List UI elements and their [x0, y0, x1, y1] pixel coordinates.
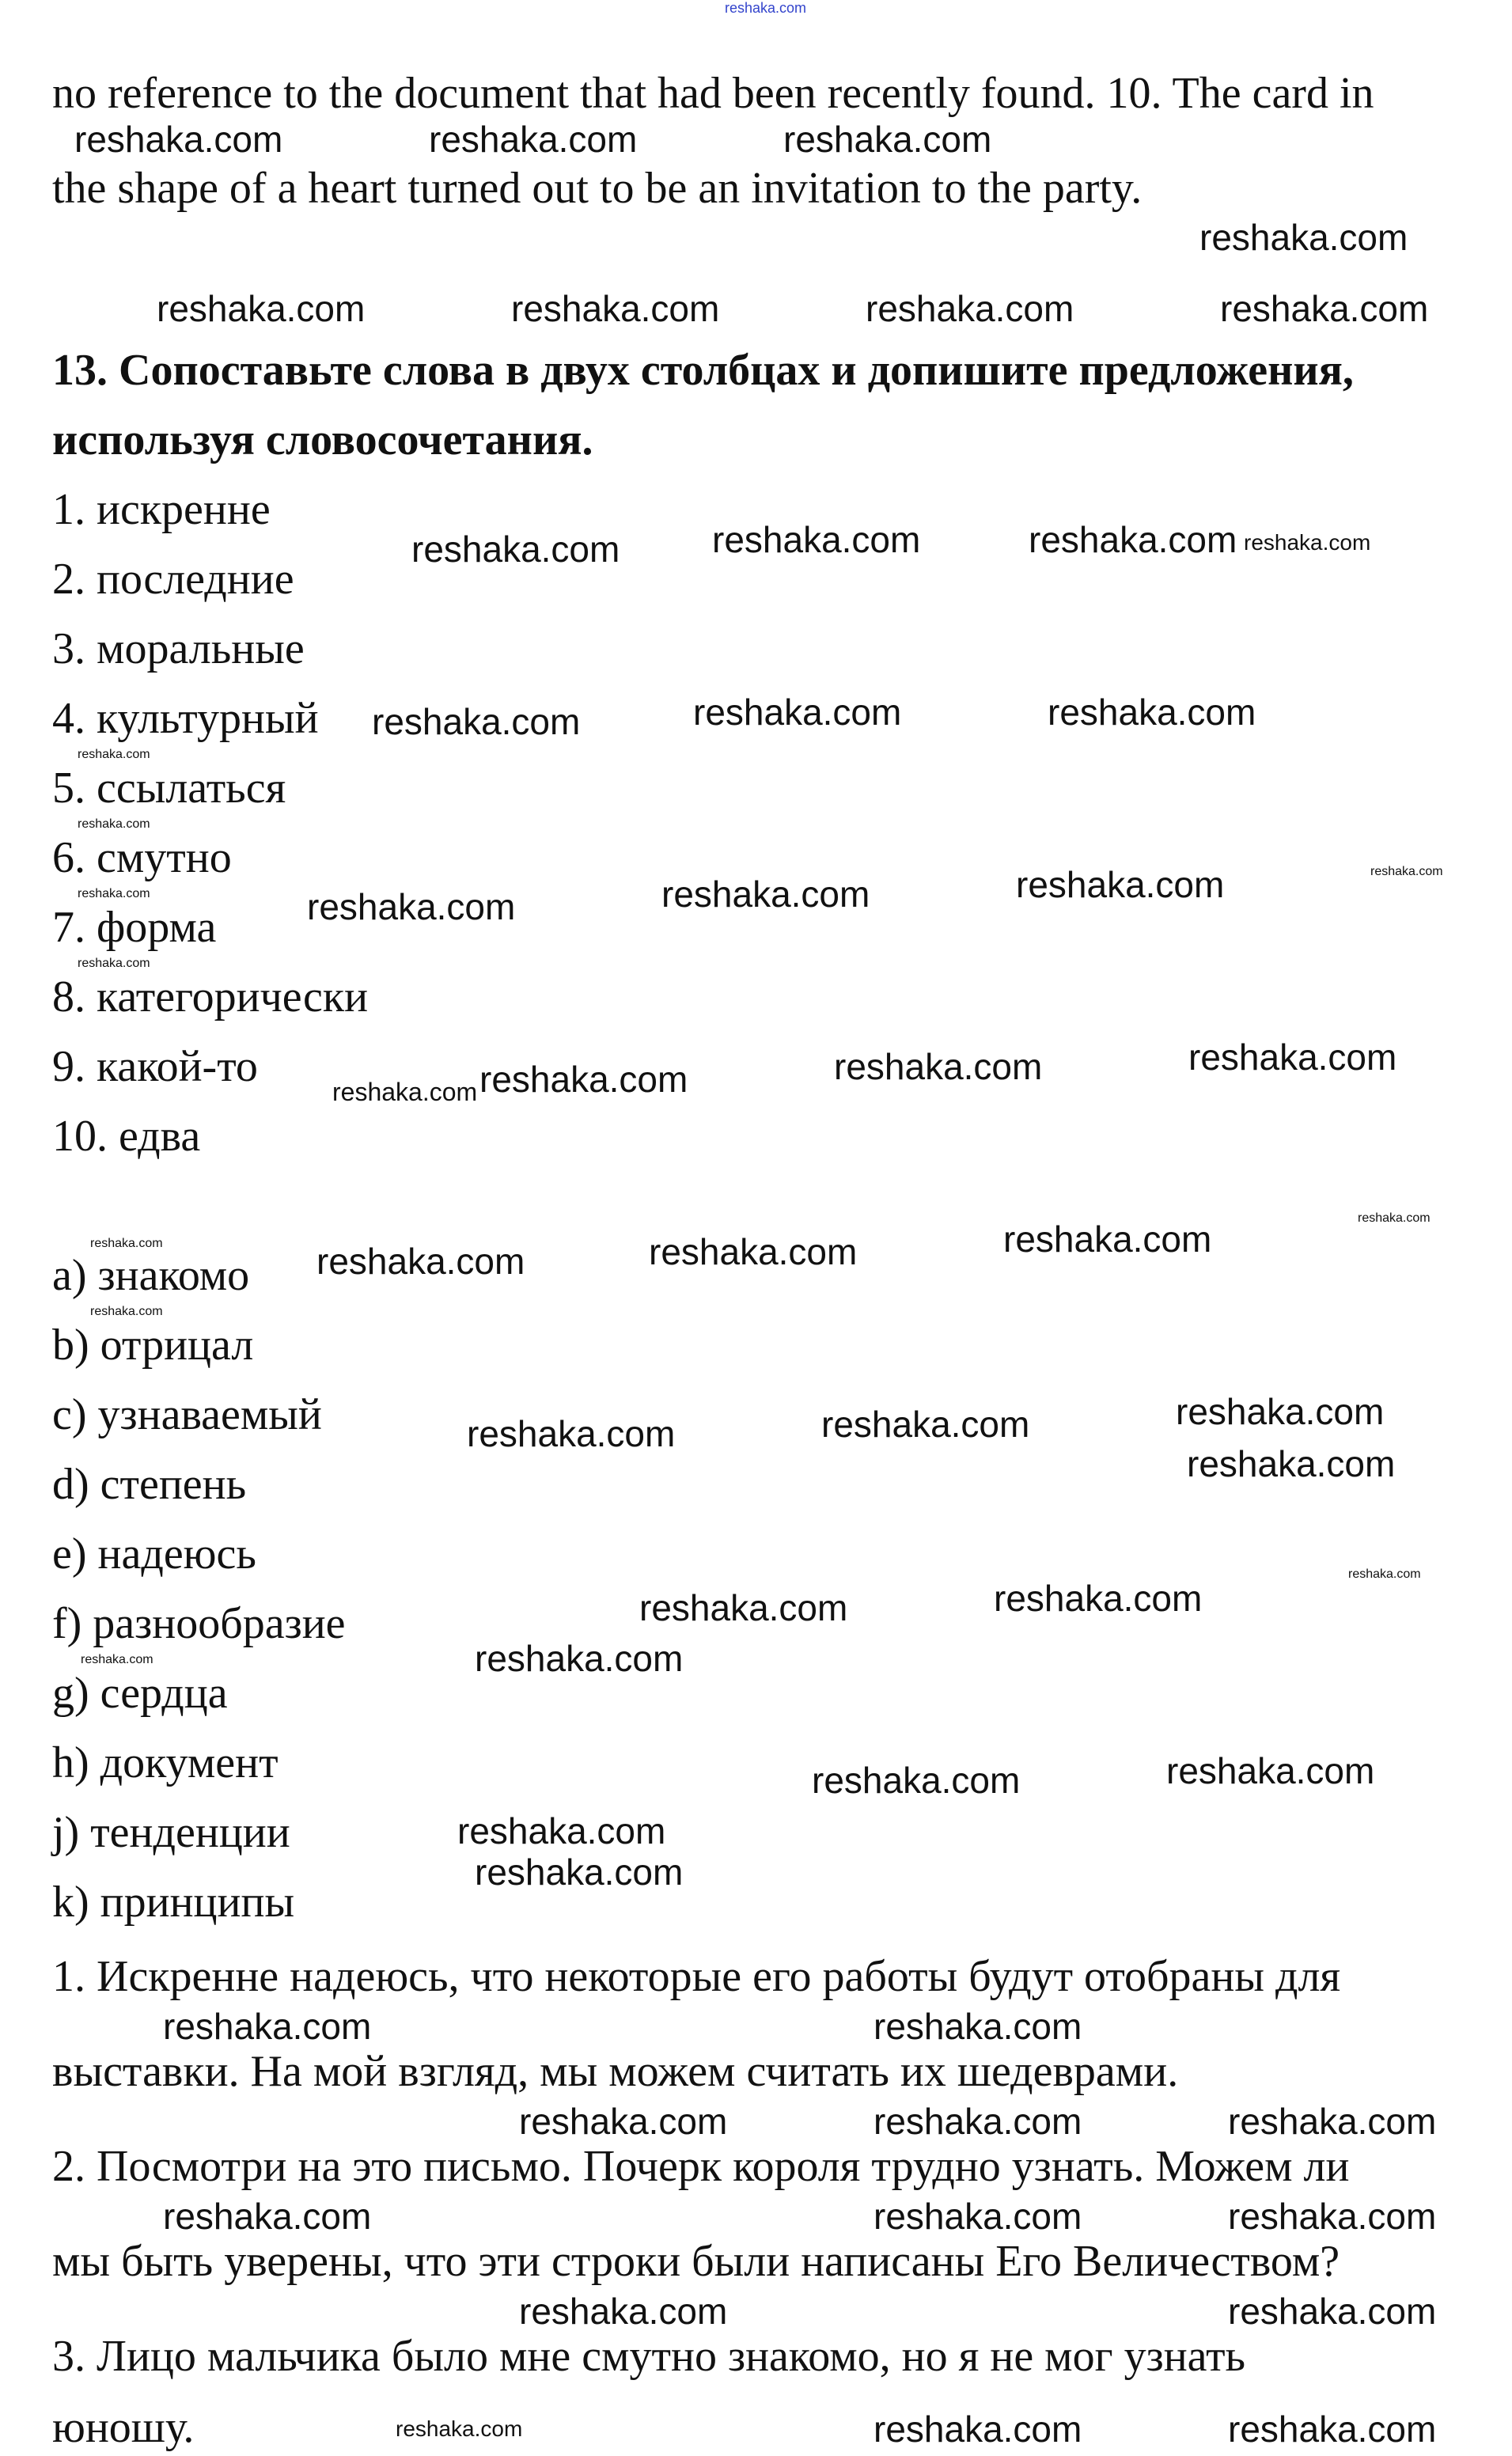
- watermark: reshaka.com: [78, 748, 150, 761]
- watermark: reshaka.com: [821, 1404, 1030, 1445]
- watermark: reshaka.com: [725, 0, 807, 16]
- watermark: reshaka.com: [834, 1046, 1043, 1087]
- list-item: a) знакомо: [52, 1251, 250, 1300]
- watermark: reshaka.com: [332, 1078, 478, 1106]
- watermark: reshaka.com: [1228, 2196, 1437, 2237]
- watermark: reshaka.com: [78, 817, 150, 831]
- watermark: reshaka.com: [519, 2101, 728, 2142]
- list-item: 3. моральные: [52, 624, 305, 673]
- watermark: reshaka.com: [649, 1231, 858, 1272]
- list-item: h) документ: [52, 1738, 279, 1787]
- watermark: reshaka.com: [994, 1578, 1203, 1619]
- list-item: 1. искренне: [52, 485, 271, 534]
- watermark: reshaka.com: [661, 874, 870, 915]
- watermark: reshaka.com: [307, 886, 516, 927]
- watermark: reshaka.com: [873, 2006, 1082, 2047]
- watermark: reshaka.com: [1199, 217, 1408, 258]
- task-title: 13. Сопоставьте слова в двух столбцах и допишите предложения,: [52, 346, 1354, 395]
- watermark: reshaka.com: [1003, 1219, 1212, 1260]
- list-item: f) разнообразие: [52, 1599, 346, 1648]
- watermark: reshaka.com: [1176, 1391, 1385, 1432]
- watermark: reshaka.com: [479, 1059, 688, 1100]
- watermark: reshaka.com: [316, 1241, 525, 1282]
- watermark: reshaka.com: [1187, 1443, 1396, 1484]
- list-item: b) отрицал: [52, 1321, 254, 1370]
- task-title: используя словосочетания.: [52, 415, 593, 464]
- answer-line: мы быть уверены, что эти строки были написаны Его Величеством?: [52, 2237, 1340, 2286]
- list-item: e) надеюсь: [52, 1529, 256, 1579]
- intro-line: no reference to the document that had been recently found. 10. The card in: [52, 69, 1374, 118]
- watermark: reshaka.com: [372, 701, 581, 742]
- list-item: 8. категорически: [52, 972, 369, 1021]
- intro-line: the shape of a heart turned out to be an invitation to the party.: [52, 164, 1143, 213]
- watermark: reshaka.com: [873, 2196, 1082, 2237]
- list-item: g) сердца: [52, 1669, 228, 1718]
- watermark: reshaka.com: [78, 957, 150, 970]
- watermark: reshaka.com: [467, 1413, 676, 1454]
- watermark: reshaka.com: [812, 1760, 1021, 1801]
- answer-line: 1. Искренне надеюсь, что некоторые его работы будут отобраны для: [52, 1952, 1341, 2001]
- watermark: reshaka.com: [1348, 1567, 1421, 1581]
- watermark: reshaka.com: [78, 887, 150, 900]
- list-item: 7. форма: [52, 903, 217, 952]
- watermark: reshaka.com: [1358, 1211, 1431, 1225]
- watermark: reshaka.com: [1228, 2101, 1437, 2142]
- watermark: reshaka.com: [783, 119, 992, 160]
- watermark: reshaka.com: [81, 1653, 153, 1666]
- answer-line: 3. Лицо мальчика было мне смутно знакомо, но я не мог узнать: [52, 2332, 1246, 2381]
- watermark: reshaka.com: [90, 1237, 163, 1250]
- answer-line: выставки. На мой взгляд, мы можем считать их шедеврами.: [52, 2047, 1179, 2096]
- watermark: reshaka.com: [163, 2196, 372, 2237]
- watermark: reshaka.com: [1228, 2291, 1437, 2332]
- list-item: j) тенденции: [52, 1808, 290, 1857]
- watermark: reshaka.com: [511, 288, 720, 329]
- watermark: reshaka.com: [90, 1305, 163, 1318]
- list-item: 6. смутно: [52, 833, 232, 882]
- watermark: reshaka.com: [873, 2101, 1082, 2142]
- watermark: reshaka.com: [1244, 530, 1371, 555]
- watermark: reshaka.com: [1016, 864, 1225, 905]
- watermark: reshaka.com: [475, 1638, 684, 1679]
- list-item: d) степень: [52, 1460, 247, 1509]
- list-item: 4. культурный: [52, 694, 319, 743]
- watermark: reshaka.com: [1370, 865, 1443, 878]
- watermark: reshaka.com: [429, 119, 638, 160]
- watermark: reshaka.com: [1228, 2409, 1437, 2450]
- watermark: reshaka.com: [1029, 519, 1237, 560]
- watermark: reshaka.com: [1188, 1037, 1397, 1078]
- watermark: reshaka.com: [74, 119, 283, 160]
- watermark: reshaka.com: [866, 288, 1074, 329]
- watermark: reshaka.com: [157, 288, 366, 329]
- watermark: reshaka.com: [396, 2416, 523, 2441]
- watermark: reshaka.com: [693, 692, 902, 733]
- watermark: reshaka.com: [712, 519, 921, 560]
- watermark: reshaka.com: [475, 1851, 684, 1893]
- list-item: 2. последние: [52, 555, 294, 604]
- list-item: c) узнаваемый: [52, 1390, 322, 1439]
- list-item: 9. какой-то: [52, 1042, 258, 1091]
- watermark: reshaka.com: [873, 2409, 1082, 2450]
- list-item: k) принципы: [52, 1878, 295, 1927]
- answer-line: 2. Посмотри на это письмо. Почерк короля трудно узнать. Можем ли: [52, 2142, 1350, 2191]
- list-item: 10. едва: [52, 1112, 201, 1161]
- watermark: reshaka.com: [1166, 1750, 1375, 1791]
- watermark: reshaka.com: [519, 2291, 728, 2332]
- watermark: reshaka.com: [639, 1587, 848, 1628]
- answer-line: юношу.: [52, 2403, 195, 2452]
- watermark: reshaka.com: [163, 2006, 372, 2047]
- list-item: 5. ссылаться: [52, 764, 286, 813]
- watermark: reshaka.com: [411, 529, 620, 570]
- watermark: reshaka.com: [1220, 288, 1429, 329]
- watermark: reshaka.com: [457, 1810, 666, 1851]
- watermark: reshaka.com: [1048, 692, 1256, 733]
